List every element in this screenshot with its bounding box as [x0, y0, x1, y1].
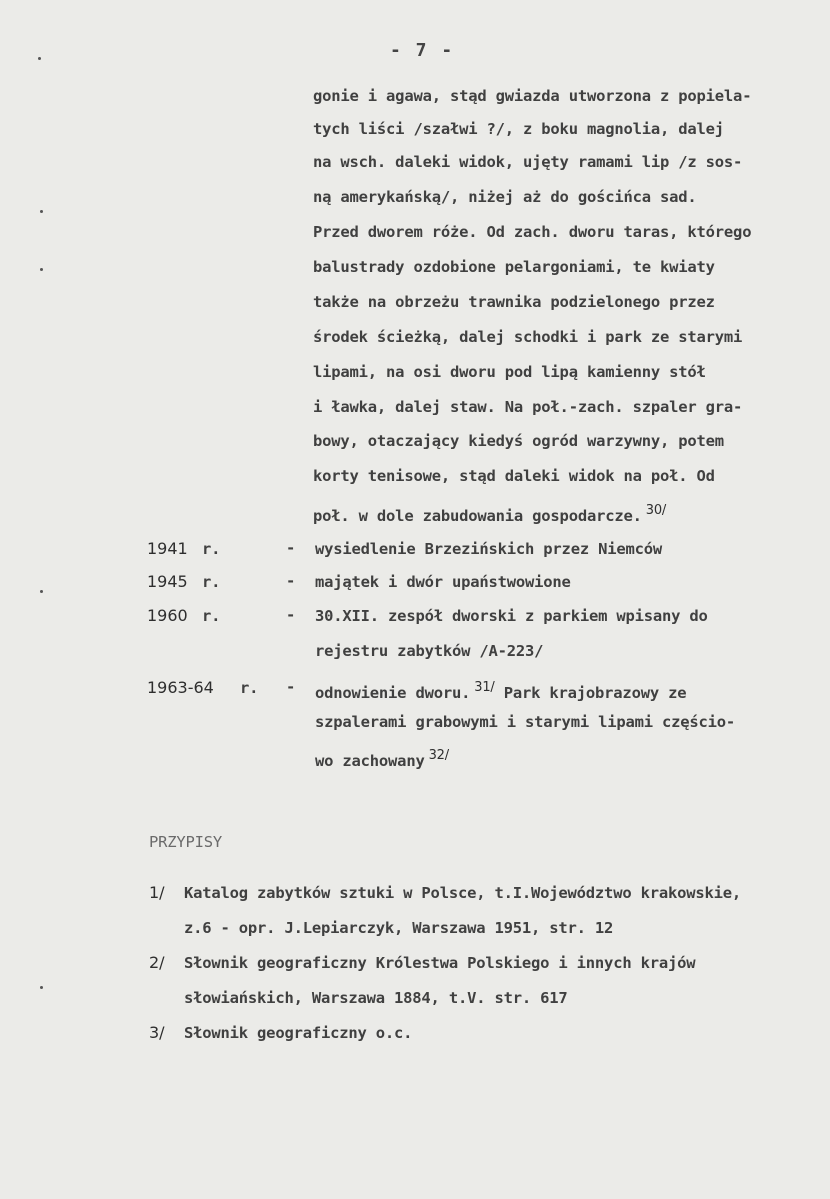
body-line: i ławka, dalej staw. Na poł.-zach. szpaler gra- — [313, 398, 743, 416]
body-line: Przed dworem róże. Od zach. dworu taras, którego — [313, 223, 752, 241]
body-line: gonie i agawa, stąd gwiazda utworzona z popiela- — [313, 87, 752, 105]
chronology-text: 30.XII. zespół dworski z parkiem wpisany do — [315, 607, 708, 625]
footnote-ref: 32/ — [428, 748, 449, 763]
chronology-year: 1960 — [147, 606, 188, 625]
footnote-number: 1/ — [149, 883, 165, 902]
scan-mark — [40, 986, 43, 989]
body-line-text: poł. w dole zabudowania gospodarcze. — [313, 507, 642, 525]
chronology-text — [315, 678, 686, 703]
chronology-text: majątek i dwór upaństwowione — [315, 573, 571, 591]
body-line: lipami, na osi dworu pod lipą kamienny stół — [313, 363, 706, 381]
footnote-text: Katalog zabytków sztuki w Polsce, t.I.Województwo krakowskie, — [184, 884, 742, 902]
body-line: korty tenisowe, stąd daleki widok na poł. Od — [313, 467, 715, 485]
scan-mark — [40, 268, 43, 271]
footnote-number: 3/ — [149, 1023, 165, 1042]
chronology-text-part: odnowienie dworu. — [315, 684, 471, 702]
chronology-year-suffix: r. — [202, 573, 221, 591]
footnote-ref: 31/ — [474, 680, 495, 695]
chronology-year: 1963-64 — [147, 678, 214, 697]
chronology-year: 1945 — [147, 572, 188, 591]
chronology-year-suffix: r. — [240, 679, 259, 697]
body-line: balustrady ozdobione pelargoniami, te kwiaty — [313, 258, 715, 276]
chronology-text: wysiedlenie Brzezińskich przez Niemców — [315, 540, 663, 558]
chronology-year-suffix: r. — [202, 540, 221, 558]
body-line: środek ścieżką, dalej schodki i park ze starymi — [313, 328, 743, 346]
chronology-text-part: wo zachowany — [315, 752, 425, 770]
body-line: bowy, otaczający kiedyś ogród warzywny, potem — [313, 432, 724, 450]
scan-mark — [38, 57, 41, 60]
footnotes-heading: PRZYPISY — [149, 833, 223, 851]
chronology-text: rejestru zabytków /A-223/ — [315, 642, 544, 660]
chronology-dash: - — [286, 539, 296, 557]
body-line: także na obrzeżu trawnika podzielonego przez — [313, 293, 715, 311]
chronology-year: 1941 — [147, 539, 188, 558]
body-line: na wsch. daleki widok, ujęty ramami lip /z sos- — [313, 153, 743, 171]
chronology-year-suffix: r. — [202, 607, 221, 625]
footnote-text: Słownik geograficzny Królestwa Polskiego i innych krajów — [184, 954, 696, 972]
footnote-text: słowiańskich, Warszawa 1884, t.V. str. 617 — [184, 989, 568, 1007]
chronology-dash: - — [286, 606, 296, 624]
footnote-text: z.6 - opr. J.Lepiarczyk, Warszawa 1951, str. 12 — [184, 919, 614, 937]
body-line: tych liści /szałwi ?/, z boku magnolia, dalej — [313, 120, 724, 138]
footnote-text: Słownik geograficzny o.c. — [184, 1024, 413, 1042]
chronology-text — [315, 746, 449, 771]
chronology-text: szpalerami grabowymi i starymi lipami częścio- — [315, 713, 736, 731]
scan-mark — [40, 590, 43, 593]
chronology-dash: - — [286, 572, 296, 590]
body-line — [313, 501, 666, 526]
footnote-number: 2/ — [149, 953, 165, 972]
footnote-ref: 30/ — [645, 503, 667, 518]
chronology-dash: - — [286, 678, 296, 696]
scan-mark — [40, 210, 43, 213]
body-line: ną amerykańską/, niżej aż do gościńca sad. — [313, 188, 697, 206]
page-number: - 7 - — [390, 40, 455, 61]
chronology-text-part: Park krajobrazowy ze — [503, 684, 687, 702]
